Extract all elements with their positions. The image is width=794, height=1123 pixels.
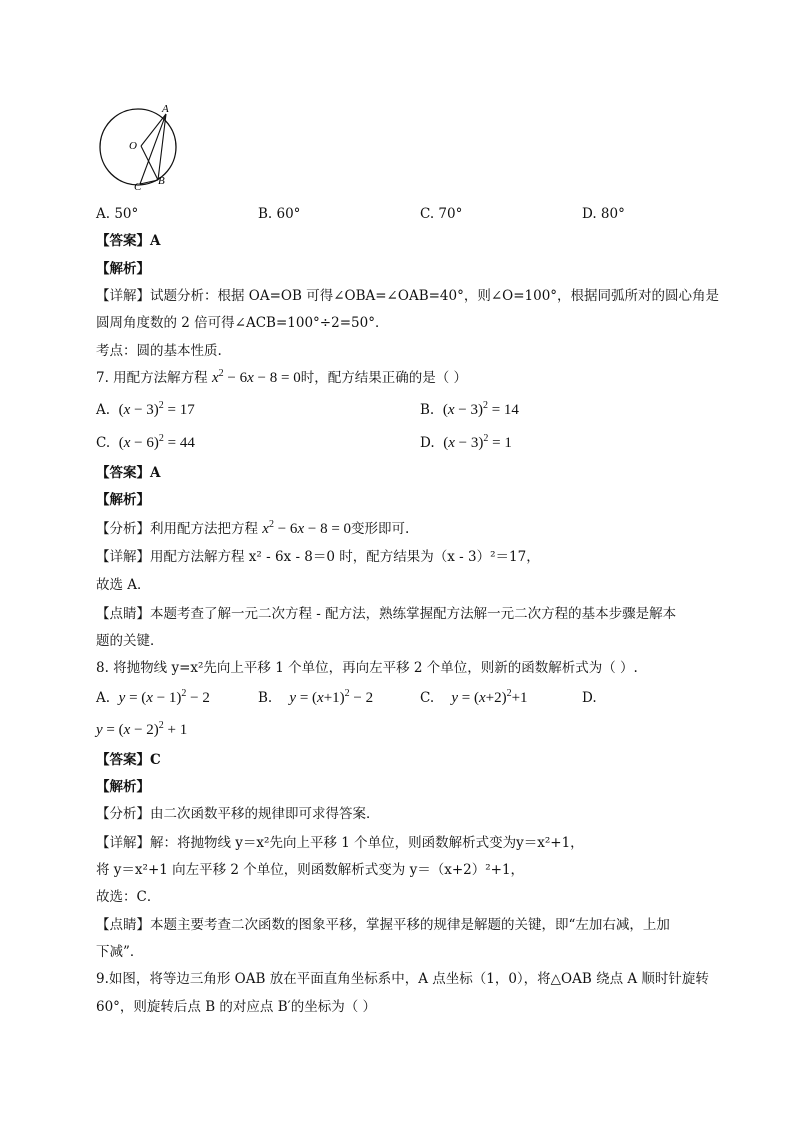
q8-fenxi: 【分析】由二次函数平移的规律即可求得答案． bbox=[96, 806, 380, 822]
q8-option-a: A. $y = (x - 1)^2 - 2$ bbox=[96, 688, 210, 706]
q7-answer: 【答案】A bbox=[96, 465, 161, 481]
q7-option-c: C. $(x - 6)^2 = 44$ bbox=[96, 433, 195, 451]
q6-detail-line-2: 圆周角度数的 2 倍可得∠ACB=100°÷2=50°． bbox=[96, 315, 389, 331]
q7-detail: 【详解】用配方法解方程 x² - 6x - 8＝0 时，配方结果为（x - 3）²＝17， bbox=[96, 549, 540, 565]
q8-detail-line-1: 【详解】解：将抛物线 y＝x²先向上平移 1 个单位，则函数解析式变为y＝x²+1， bbox=[96, 835, 584, 851]
q6-analysis-heading: 【解析】 bbox=[96, 261, 150, 277]
q8-option-d-formula: $y = (x - 2)^2 + 1$ bbox=[96, 720, 188, 738]
label-b: B bbox=[158, 175, 165, 187]
q7-stem-prefix: 7. 用配方法解方程 bbox=[96, 370, 212, 386]
q7-fenxi: 【分析】利用配方法把方程 $x^2 - 6x - 8 = 0$变形即可. bbox=[96, 519, 410, 537]
label-o: O bbox=[129, 140, 137, 152]
q7-option-d: D. $(x - 3)^2 = 1$ bbox=[420, 433, 512, 451]
q8-comment-line-2: 下减”． bbox=[96, 944, 144, 960]
q7-choose: 故选 A． bbox=[96, 577, 151, 593]
label-a: A bbox=[162, 103, 169, 115]
circle-figure bbox=[96, 102, 186, 198]
q7-analysis-heading: 【解析】 bbox=[96, 492, 150, 508]
q6-option-a: A. 50° bbox=[96, 206, 139, 222]
q7-comment-line-1: 【点睛】本题考查了解一元二次方程 - 配方法，熟练掌握配方法解一元二次方程的基本步骤是解本 bbox=[96, 606, 677, 622]
q8-choose: 故选：C． bbox=[96, 889, 161, 905]
q8-answer: 【答案】C bbox=[96, 752, 161, 768]
q8-option-c: C. $y = (x+2)^2+1$ bbox=[420, 688, 528, 706]
label-c: C bbox=[134, 181, 142, 193]
q6-option-c: C. 70° bbox=[420, 206, 463, 222]
q8-analysis-heading: 【解析】 bbox=[96, 779, 150, 795]
q9-stem-line-1: 9.如图，将等边三角形 OAB 放在平面直角坐标系中，A 点坐标（1，0），将△OAB 绕点 A 顺时针旋转 bbox=[96, 971, 709, 987]
q7-stem bbox=[96, 369, 467, 387]
q6-point: 考点：圆的基本性质. bbox=[96, 343, 222, 359]
q7-option-a: A. $(x - 3)^2 = 17$ bbox=[96, 400, 195, 418]
q8-comment-line-1: 【点睛】本题主要考查二次函数的图象平移，掌握平移的规律是解题的关键，即“左加右减，上加 bbox=[96, 917, 670, 933]
q8-detail-line-2: 将 y＝x²+1 向左平移 2 个单位，则函数解析式变为 y＝（x+2）²+1， bbox=[96, 862, 525, 878]
q7-comment-line-2: 题的关键． bbox=[96, 633, 164, 649]
q9-stem-line-2: 60°，则旋转后点 B 的对应点 B′的坐标为（ ） bbox=[96, 999, 376, 1015]
q7-option-b: B. $(x - 3)^2 = 14$ bbox=[420, 400, 519, 418]
q6-detail-line-1: 【详解】试题分析：根据 OA=OB 可得∠OBA=∠OAB=40°，则∠O=100°，根据同弧所对的圆心角是 bbox=[96, 288, 720, 304]
q7-equation: $x^2 - 6x - 8 = 0$ bbox=[211, 368, 301, 386]
q6-option-d: D. 80° bbox=[582, 206, 625, 222]
q8-option-d: D. bbox=[582, 690, 597, 706]
q8-stem: 8. 将抛物线 y=x²先向上平移 1 个单位，再向左平移 2 个单位，则新的函数解析式为（ ）. bbox=[96, 660, 638, 676]
q8-option-b: B. $y = (x+1)^2 - 2$ bbox=[258, 688, 374, 706]
q6-option-b: B. 60° bbox=[258, 206, 301, 222]
q6-answer: 【答案】A bbox=[96, 233, 161, 249]
q7-stem-suffix: 时，配方结果正确的是（ ） bbox=[300, 370, 467, 386]
